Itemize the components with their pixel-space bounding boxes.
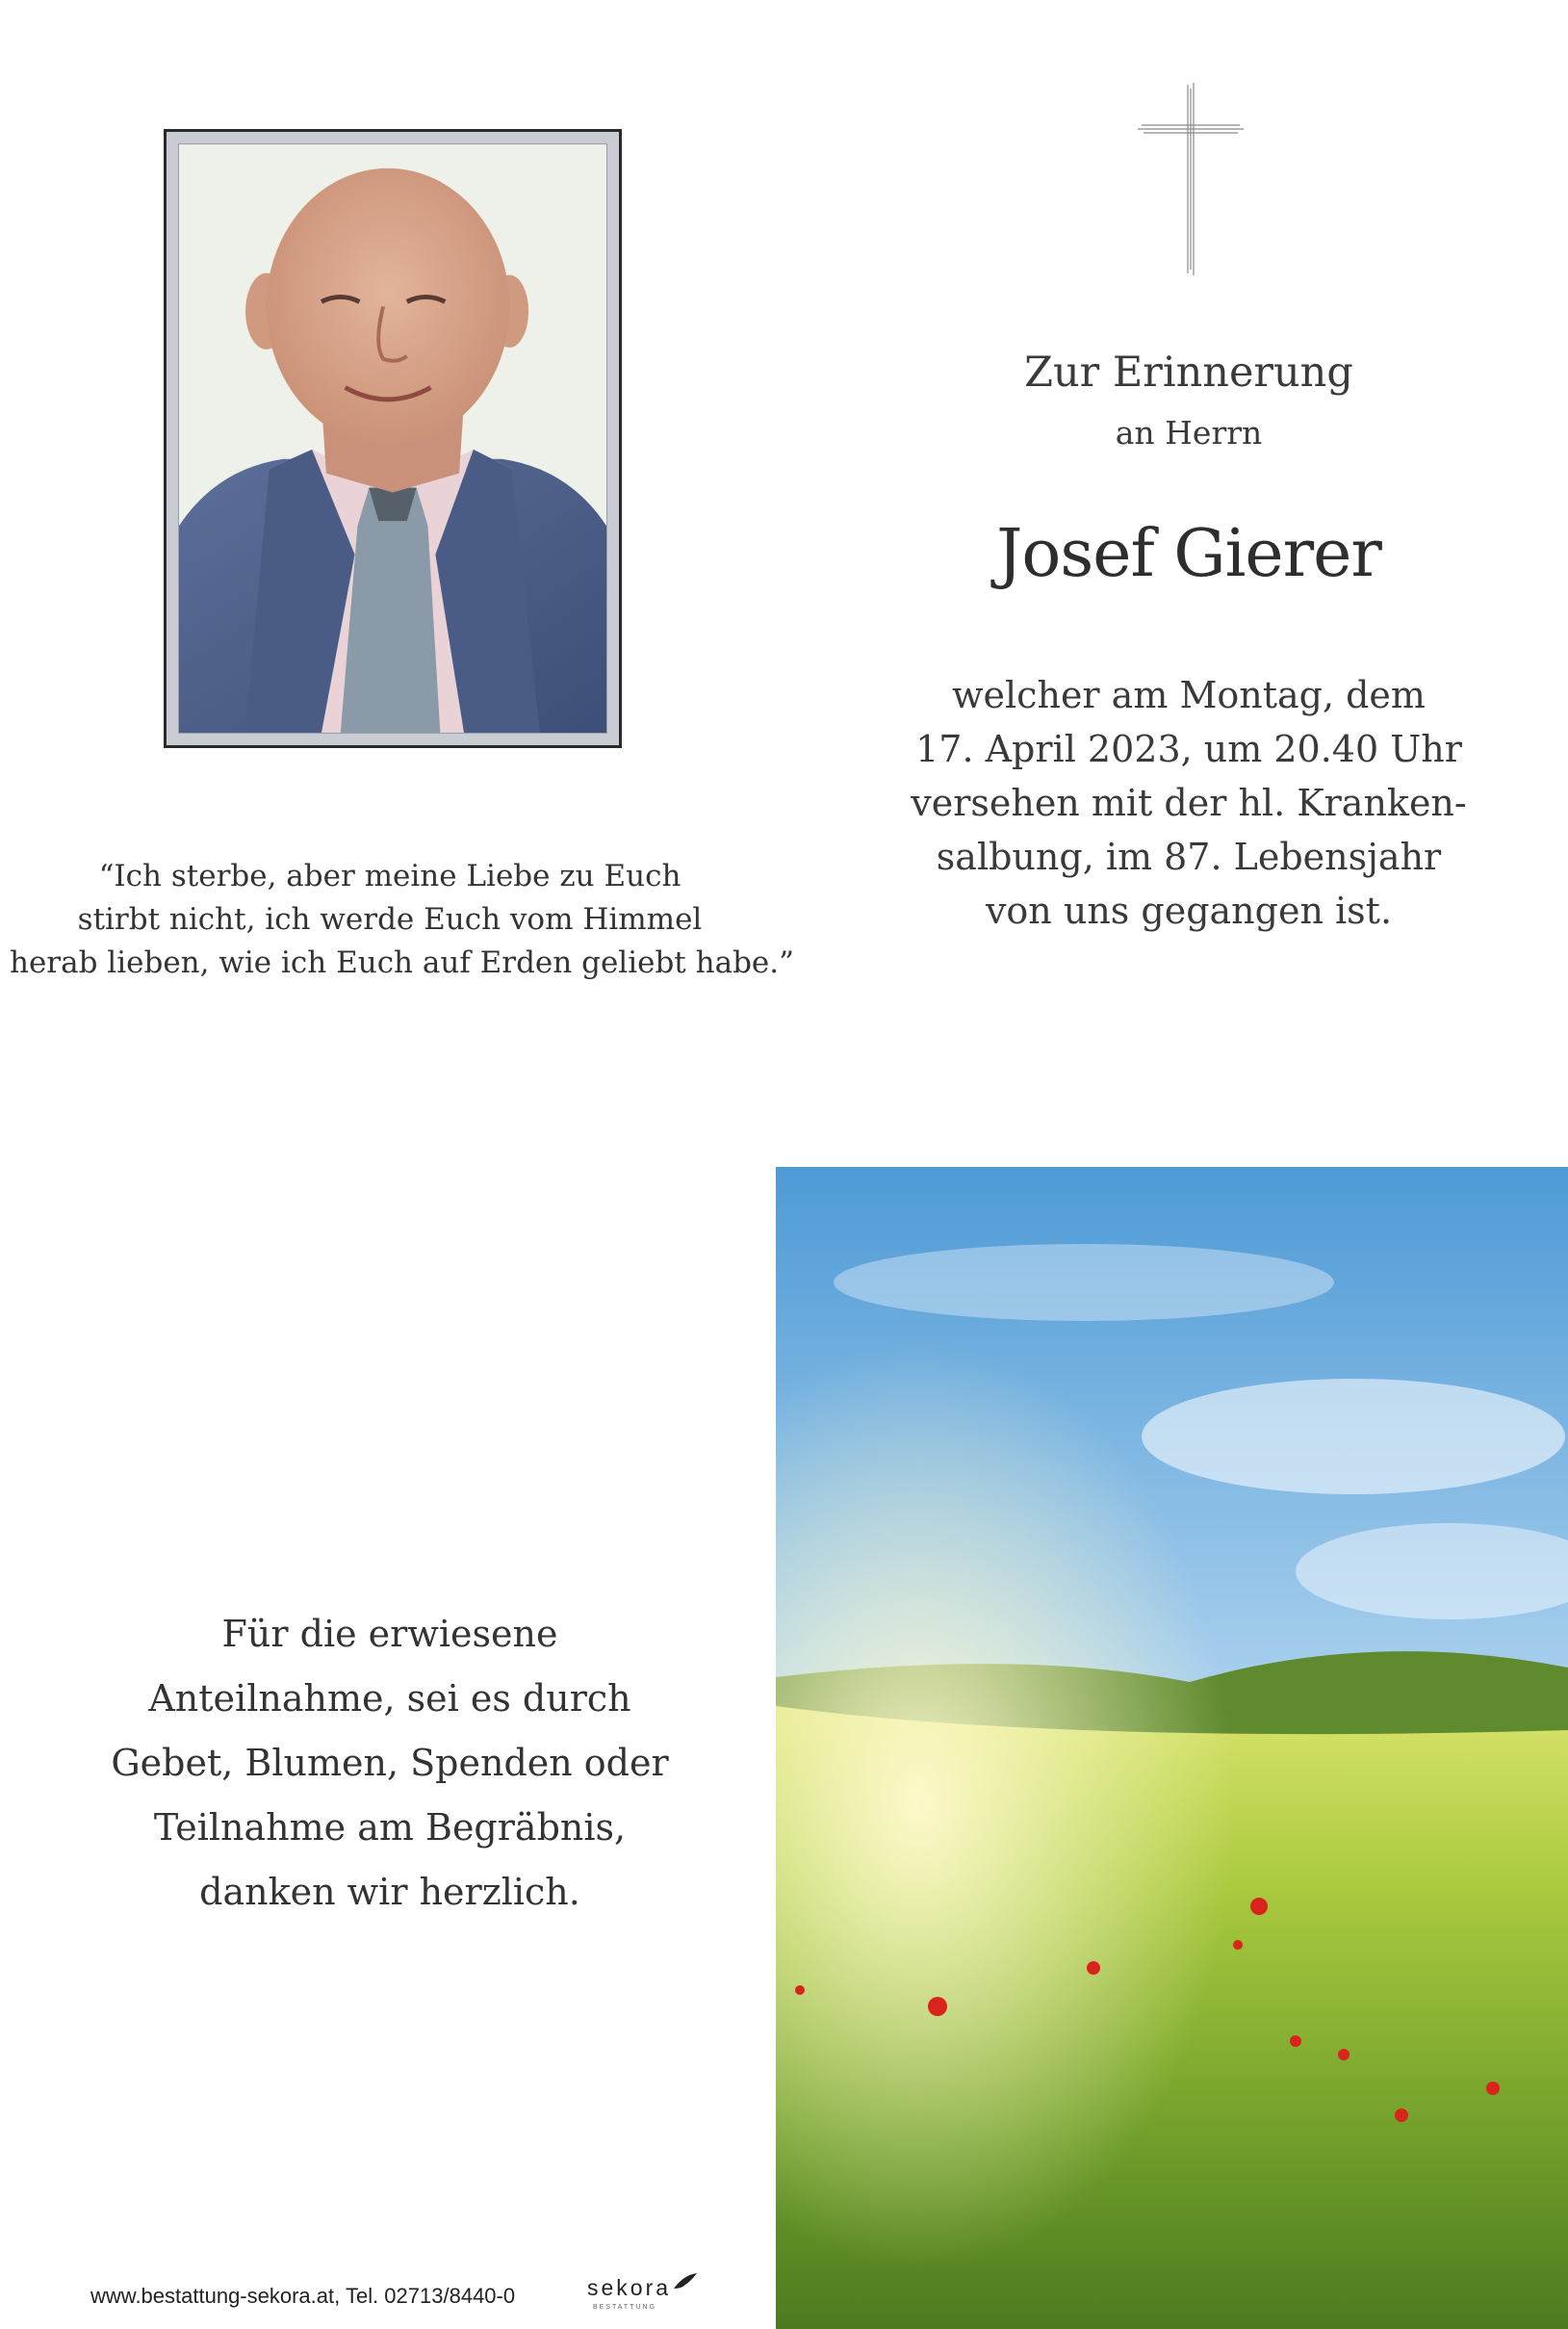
quote-line: herab lieben, wie ich Euch auf Erden geliebt habe.” [10, 945, 794, 980]
portrait-image [179, 144, 606, 733]
quote [10, 855, 794, 985]
thanks-line: Gebet, Blumen, Spenden oder [111, 1742, 669, 1784]
portrait-photo [164, 129, 622, 748]
death-line: versehen mit der hl. Kranken- [911, 782, 1467, 824]
death-line: welcher am Montag, dem [952, 674, 1426, 716]
thanks-line: danken wir herzlich. [199, 1871, 580, 1913]
thanks-message [87, 1602, 693, 1925]
quote-line: stirbt nicht, ich werde Euch vom Himmel [77, 902, 703, 937]
sekora-logo [585, 2271, 701, 2321]
thanks-line: Anteilnahme, sei es durch [148, 1677, 631, 1720]
thanks-line: Für die erwiesene [221, 1613, 558, 1655]
cross-icon [1138, 83, 1244, 275]
landscape-image [776, 1167, 1568, 2329]
logo-subtitle: BESTATTUNG [593, 2304, 657, 2311]
bird-icon [672, 2271, 699, 2294]
thanks-line: Teilnahme am Begräbnis, [153, 1806, 627, 1849]
intro-text: Zur Erinnerung [1024, 349, 1353, 397]
deceased-name: Josef Gierer [996, 516, 1381, 592]
logo-wordmark: sekora [587, 2275, 672, 2300]
quote-line: “Ich sterbe, aber meine Liebe zu Euch [98, 859, 681, 893]
death-line: 17. April 2023, um 20.40 Uhr [915, 728, 1462, 770]
death-notice [905, 668, 1473, 938]
death-line: salbung, im 87. Lebensjahr [936, 836, 1442, 878]
footer-contact: www.bestattung-sekora.at, Tel. 02713/8440-0 [90, 2284, 516, 2308]
salutation-text: an Herrn [1115, 414, 1263, 452]
death-line: von uns gegangen ist. [985, 890, 1393, 932]
